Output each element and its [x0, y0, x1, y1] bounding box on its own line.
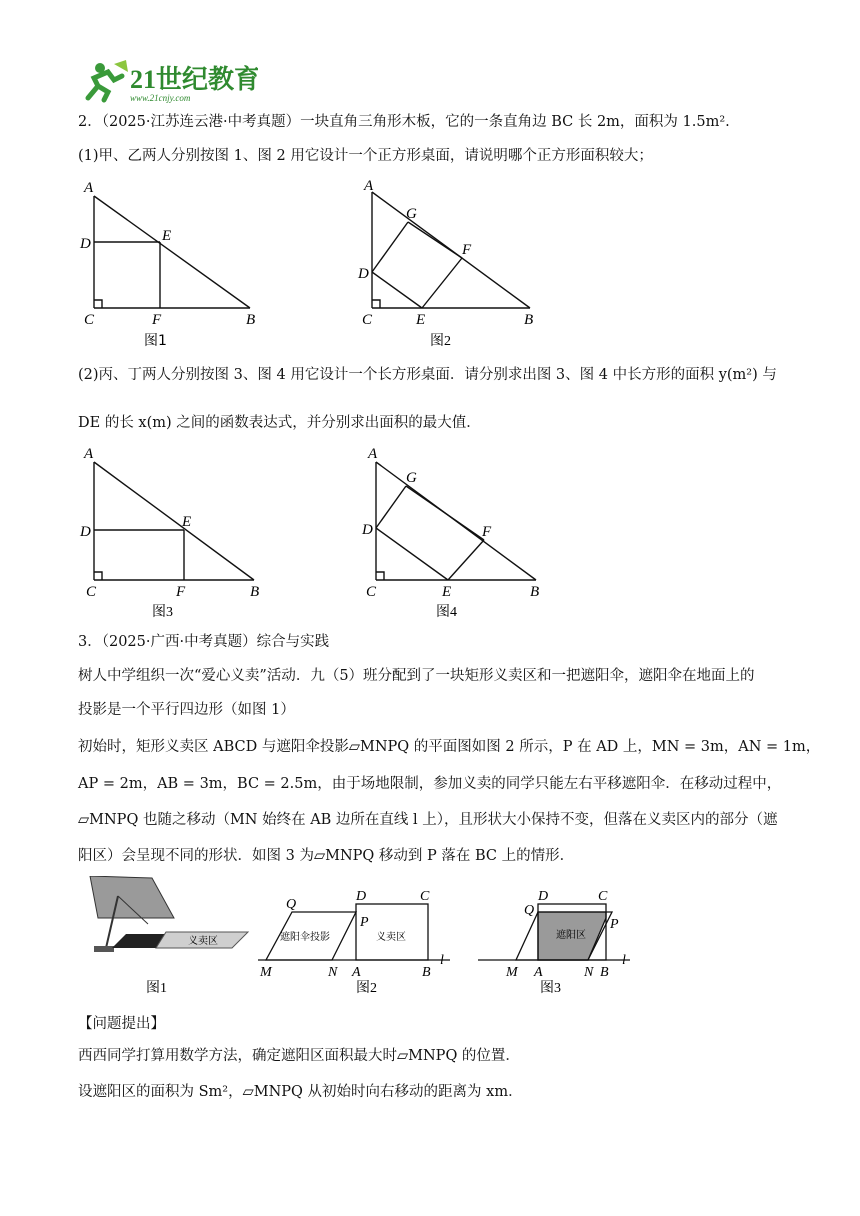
- svg-text:F: F: [482, 524, 492, 540]
- figure-2: [372, 192, 530, 308]
- q2-part1: (1)甲、乙两人分别按图 1、图 2 用它设计一个正方形桌面，请说明哪个正方形面积较大；: [78, 148, 653, 164]
- svg-text:B: B: [530, 584, 540, 600]
- q3-p5: ▱MNPQ 也随之移动（MN 始终在 AB 边所在直线 l 上），且形状大小保持不变，但落在义卖区内的部分（遮: [78, 812, 778, 828]
- q2-figures-3-4: [70, 440, 630, 625]
- svg-text:A: A: [84, 446, 94, 462]
- caption-fig3: 图3: [152, 605, 173, 620]
- svg-text:E: E: [442, 584, 452, 600]
- svg-text:G: G: [406, 206, 417, 222]
- caption-q3-fig2: 图2: [356, 981, 377, 996]
- svg-text:B: B: [422, 965, 431, 980]
- svg-text:D: D: [538, 889, 549, 904]
- q2-figures-1-2: [70, 172, 630, 352]
- q3-p4: AP = 2m，AB = 3m，BC = 2.5m，由于场地限制，参加义卖的同学只能左右平移遮阳伞．在移动过程中，: [78, 776, 782, 792]
- svg-text:C: C: [362, 312, 373, 328]
- svg-text:A: A: [364, 178, 374, 194]
- svg-text:C: C: [420, 889, 430, 904]
- figure-q3-3: [478, 904, 630, 960]
- svg-text:A: A: [352, 965, 361, 980]
- figure-umbrella: [90, 876, 248, 952]
- svg-text:M: M: [260, 965, 272, 980]
- svg-text:l: l: [440, 953, 444, 968]
- svg-text:D: D: [80, 236, 91, 252]
- caption-fig4: 图4: [436, 605, 457, 620]
- svg-text:义卖区: 义卖区: [376, 932, 406, 943]
- svg-text:C: C: [366, 584, 377, 600]
- q3-head: 3．（2025·广西·中考真题）综合与实践: [78, 634, 330, 650]
- logo-url: www.21cnjy.com: [130, 93, 191, 103]
- svg-text:D: D: [356, 889, 367, 904]
- svg-text:M: M: [506, 965, 518, 980]
- q3-section: 【问题提出】: [78, 1016, 165, 1032]
- svg-text:A: A: [368, 446, 378, 462]
- q3-p1: 树人中学组织一次“爱心义卖”活动．九（5）班分配到了一块矩形义卖区和一把遮阳伞，遮阳伞在地面上的: [78, 668, 755, 684]
- svg-text:F: F: [462, 242, 472, 258]
- logo-text: 21世纪教育: [130, 65, 258, 94]
- runner-icon: [88, 60, 128, 100]
- q3-p7: 西西同学打算用数学方法，确定遮阳区面积最大时▱MNPQ 的位置．: [78, 1048, 520, 1064]
- figure-3: [94, 462, 254, 580]
- svg-text:D: D: [80, 524, 91, 540]
- svg-text:B: B: [600, 965, 609, 980]
- svg-text:G: G: [406, 470, 417, 486]
- q3-p2: 投影是一个平行四边形（如图 1）: [78, 702, 295, 718]
- svg-text:Q: Q: [524, 903, 535, 918]
- svg-text:F: F: [152, 312, 162, 328]
- caption-fig2: 图2: [430, 334, 451, 349]
- svg-text:N: N: [584, 965, 594, 980]
- svg-text:遮阳区: 遮阳区: [556, 930, 586, 941]
- caption-fig1: 图1: [144, 333, 167, 349]
- figure-1: [94, 196, 250, 308]
- svg-text:A: A: [534, 965, 543, 980]
- svg-text:E: E: [416, 312, 426, 328]
- svg-text:D: D: [362, 522, 373, 538]
- svg-text:E: E: [162, 228, 172, 244]
- svg-text:B: B: [524, 312, 534, 328]
- q2-part2a: (2)丙、丁两人分别按图 3、图 4 用它设计一个长方形桌面．请分别求出图 3、图 4 中长方形的面积 y(m²) 与: [78, 367, 777, 383]
- svg-text:遮阳伞投影: 遮阳伞投影: [280, 932, 330, 943]
- svg-text:义卖区: 义卖区: [188, 936, 218, 947]
- svg-text:B: B: [246, 312, 256, 328]
- svg-text:N: N: [328, 965, 338, 980]
- svg-text:E: E: [182, 514, 192, 530]
- q3-figures: [70, 876, 650, 1006]
- svg-text:A: A: [84, 180, 94, 196]
- svg-text:C: C: [86, 584, 97, 600]
- svg-text:B: B: [250, 584, 260, 600]
- logo: [78, 58, 258, 104]
- q3-p3: 初始时，矩形义卖区 ABCD 与遮阳伞投影▱MNPQ 的平面图如图 2 所示，P 在 AD 上，MN = 3m，AN = 1m，: [78, 739, 821, 755]
- svg-text:D: D: [358, 266, 369, 282]
- figure-4: [376, 462, 536, 580]
- q2-head: 2．（2025·江苏连云港·中考真题）一块直角三角形木板，它的一条直角边 BC 长 2m，面积为 1.5m².: [78, 114, 730, 130]
- q3-p6: 阳区）会呈现不同的形状．如图 3 为▱MNPQ 移动到 P 落在 BC 上的情形．: [78, 848, 575, 864]
- svg-text:l: l: [622, 953, 626, 968]
- svg-text:Q: Q: [286, 897, 297, 912]
- q2-part2b: DE 的长 x(m) 之间的函数表达式，并分别求出面积的最大值．: [78, 415, 481, 431]
- svg-text:P: P: [610, 917, 619, 932]
- svg-text:F: F: [176, 584, 186, 600]
- q3-p8: 设遮阳区的面积为 Sm²，▱MNPQ 从初始时向右移动的距离为 xm．: [78, 1084, 523, 1100]
- svg-text:C: C: [84, 312, 95, 328]
- caption-q3-fig3: 图3: [540, 981, 561, 996]
- svg-text:P: P: [360, 915, 369, 930]
- caption-q3-fig1: 图1: [146, 981, 167, 996]
- svg-text:C: C: [598, 889, 608, 904]
